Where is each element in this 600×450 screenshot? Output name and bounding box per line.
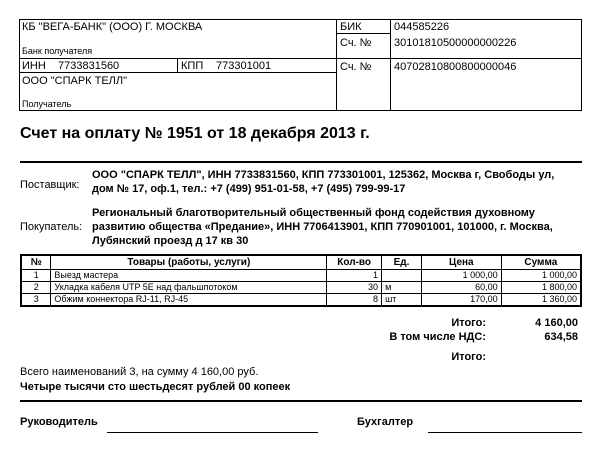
row-price: 170,00	[421, 294, 501, 307]
invoice-title: Счет на оплату № 1951 от 18 декабря 2013 г.	[20, 125, 370, 142]
row-num: 3	[21, 294, 51, 307]
inn-row-divider	[19, 72, 336, 73]
title-underline	[20, 161, 582, 163]
row-name: Укладка кабеля UTP 5E над фальшпотоком	[51, 282, 327, 294]
kpp-label: КПП	[181, 60, 204, 72]
col-header-qty: Кол-во	[327, 255, 382, 270]
bank-recipient-label: Банк получателя	[22, 46, 93, 56]
col-header-goods: Товары (работы, услуги)	[51, 255, 327, 270]
col-header-num: №	[21, 255, 51, 270]
amount-in-words: Четыре тысячи сто шестьдесят рублей 00 копеек	[20, 381, 291, 393]
table-row	[21, 294, 581, 307]
row-qty: 30	[327, 282, 382, 294]
director-label: Руководитель	[20, 416, 98, 428]
supplier-label: Поставщик:	[20, 179, 80, 191]
total-label: Итого:	[451, 317, 486, 329]
row-num: 2	[21, 282, 51, 294]
row-name: Обжим коннектора RJ-11, RJ-45	[51, 294, 327, 307]
items-summary: Всего наименований 3, на сумму 4 160,00 руб.	[20, 366, 259, 378]
account-label: Сч. №	[340, 61, 372, 73]
buyer-line1: Региональный благотворительный общественный фонд содействия духовному	[92, 207, 535, 219]
table-row	[21, 282, 581, 294]
col-header-price: Цена	[421, 255, 501, 270]
accountant-label: Бухгалтер	[357, 416, 414, 428]
row-sum: 1 000,00	[501, 270, 581, 282]
bank-name: КБ "ВЕГА-БАНК" (ООО) Г. МОСКВА	[22, 21, 203, 33]
accountant-signature-line	[428, 432, 582, 433]
vat-value: 634,58	[544, 331, 578, 343]
row-qty: 1	[327, 270, 382, 282]
row-price: 1 000,00	[421, 270, 501, 282]
director-signature-line	[107, 432, 318, 433]
kpp-value: 773301001	[216, 60, 272, 72]
row-unit	[382, 270, 422, 282]
buyer-line2: развитию общества «Предание», ИНН 7706413901, КПП 770901001, 101000, г. Москва,	[92, 221, 553, 233]
recipient-label: Получатель	[22, 99, 72, 109]
row-unit: шт	[382, 294, 422, 307]
bik-value: 044585226	[394, 21, 450, 33]
account-value: 40702810800800000046	[394, 61, 517, 73]
supplier-line1: ООО "СПАРК ТЕЛЛ", ИНН 7733831560, КПП 773301001, 125362, Москва г, Свободы ул,	[92, 169, 555, 181]
row-qty: 8	[327, 294, 382, 307]
bank-divider-horizontal	[19, 58, 582, 59]
summary-underline	[20, 400, 582, 402]
items-table	[20, 254, 582, 307]
vat-label: В том числе НДС:	[389, 331, 486, 343]
table-row	[21, 270, 581, 282]
total-value: 4 160,00	[535, 317, 578, 329]
bik-divider	[336, 33, 390, 34]
table-header-row	[21, 255, 581, 270]
row-sum: 1 360,00	[501, 294, 581, 307]
buyer-line3: Лубянский проезд д 17 кв 30	[92, 235, 249, 247]
row-sum: 1 800,00	[501, 282, 581, 294]
row-unit: м	[382, 282, 422, 294]
corr-account-label: Сч. №	[340, 37, 372, 49]
row-name: Выезд мастера	[51, 270, 327, 282]
row-price: 60,00	[421, 282, 501, 294]
inn-kpp-divider	[177, 58, 178, 72]
col-header-unit: Ед.	[382, 255, 422, 270]
col-header-sum: Сумма	[501, 255, 581, 270]
bank-divider-vertical-2	[390, 19, 391, 111]
bik-label: БИК	[340, 21, 362, 33]
to-pay-label: Итого:	[451, 351, 486, 363]
recipient-name: ООО "СПАРК ТЕЛЛ"	[22, 75, 128, 87]
inn-value: 7733831560	[58, 60, 120, 72]
row-num: 1	[21, 270, 51, 282]
corr-account-value: 30101810500000000226	[394, 37, 517, 49]
supplier-line2: дом № 17, оф.1, тел.: +7 (499) 951-01-58, +7 (495) 799-99-17	[92, 183, 406, 195]
buyer-label: Покупатель:	[20, 221, 83, 233]
inn-label: ИНН	[22, 60, 46, 72]
